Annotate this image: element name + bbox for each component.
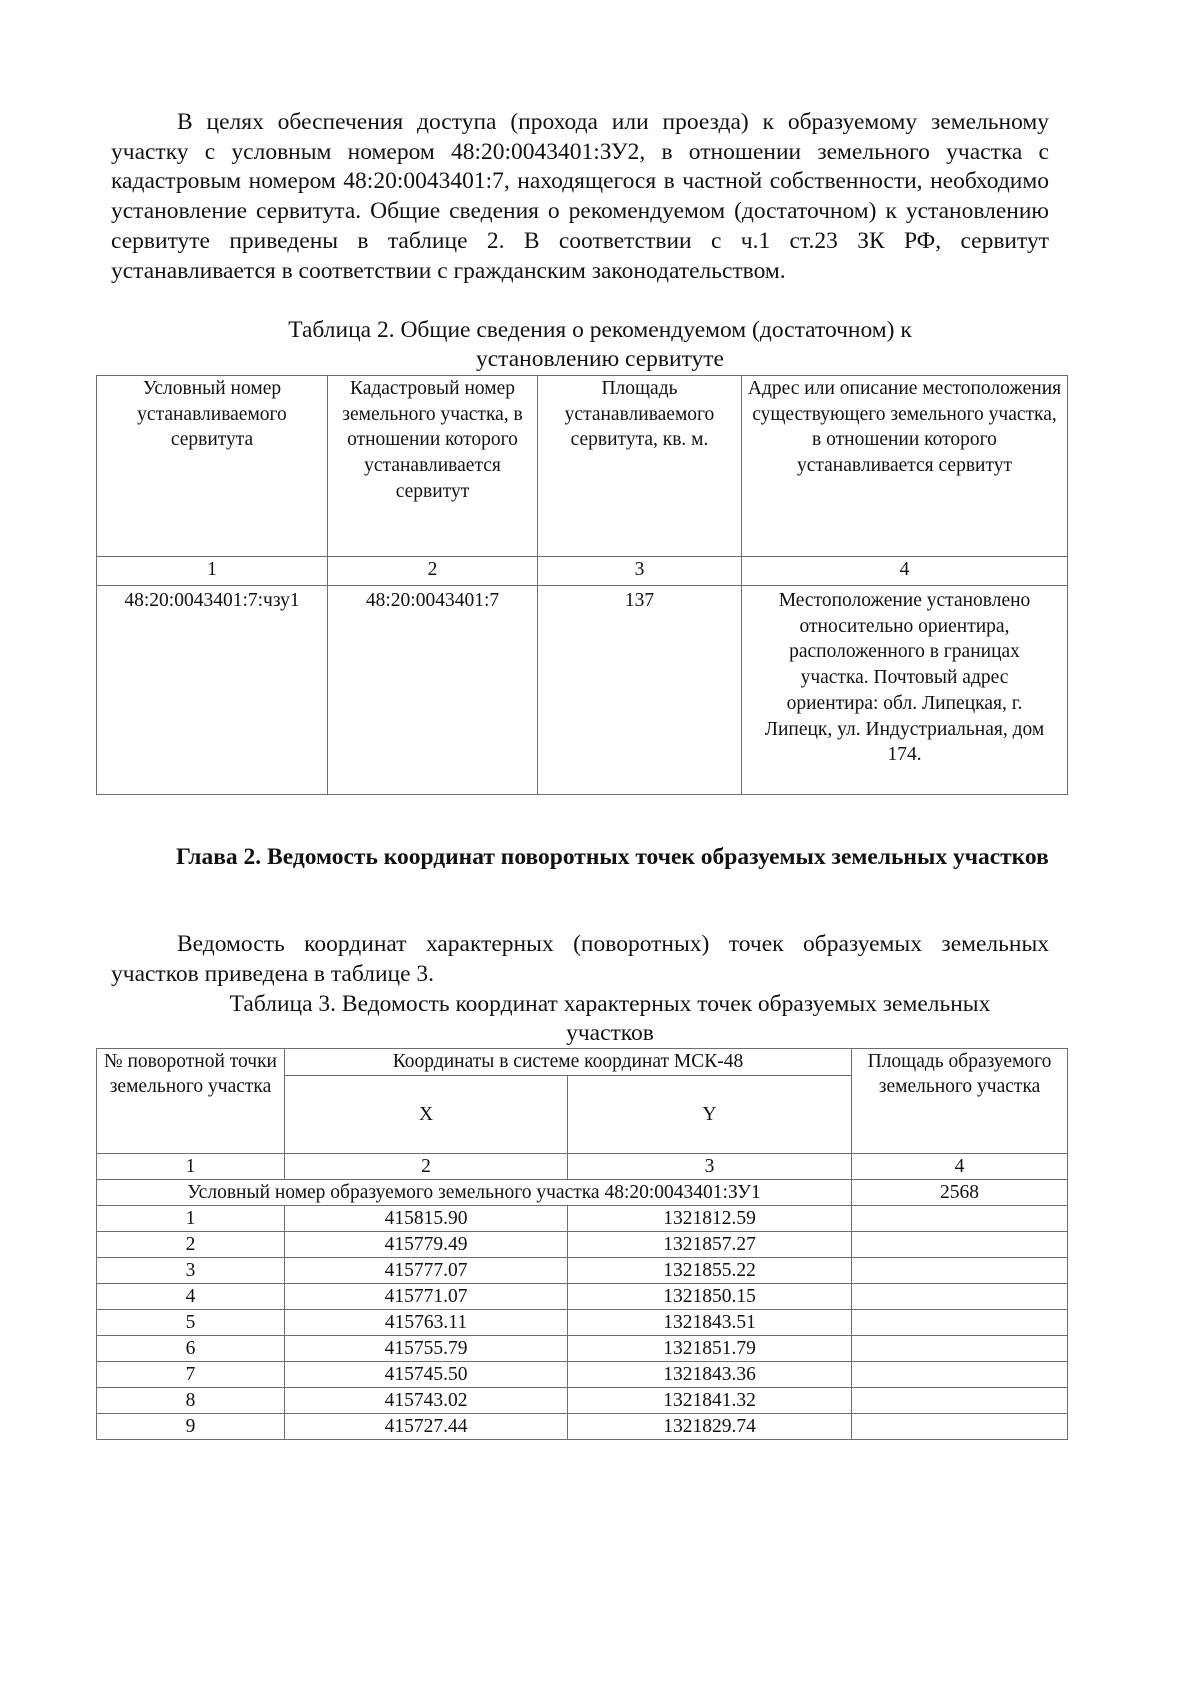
point-y: 1321812.59: [568, 1206, 852, 1232]
table-row: [97, 1336, 1068, 1362]
table-row: [97, 586, 1068, 795]
parcel-area: 2568: [852, 1180, 1068, 1206]
point-y: 1321857.27: [568, 1232, 852, 1258]
point-x: 415763.11: [285, 1310, 568, 1336]
table3-header-point: № поворотной точки земельного участка: [97, 1049, 285, 1154]
table3-colnum-2: 2: [285, 1154, 568, 1180]
servitude-table: [96, 375, 1068, 795]
area-cell: 137: [538, 586, 742, 795]
parcel-label: Условный номер образуемого земельного участка 48:20:0043401:ЗУ1: [97, 1180, 852, 1206]
table3-header-row-1: [97, 1049, 1068, 1076]
point-number: 4: [97, 1284, 285, 1310]
point-number: 5: [97, 1310, 285, 1336]
intro-paragraph: В целях обеспечения доступа (прохода или проезда) к образуемому земельному участку с условным номером 48:20:0043401:ЗУ2, в отношении земельного участка с кадастровым номером 48:20:0043401:7, находящегося в частной собственности, необходимо установление сервитута. Общие сведения о рекомендуемом (достаточном) к установлению сервитуте приведены в таблице 2. В соответствии с ч.1 ст.23 ЗК РФ, сервитут устанавливается в соответствии с гражданским законодательством.: [111, 109, 1049, 284]
point-x: 415727.44: [285, 1414, 568, 1440]
point-number: 7: [97, 1362, 285, 1388]
table-row: [97, 1232, 1068, 1258]
table3-colnum-4: 4: [852, 1154, 1068, 1180]
point-y: 1321850.15: [568, 1284, 852, 1310]
table2-header-row: [97, 376, 1068, 557]
table2-header-cadastral-number: Кадастровый номер земельного участка, в отношении которого устанавливается сервитут: [328, 376, 538, 557]
table2-colnum-1: 1: [97, 557, 328, 586]
table2-header-address: Адрес или описание местоположения существующего земельного участка, в отношении которого устанавливается сервитут: [742, 376, 1068, 557]
table3-colnum-1: 1: [97, 1154, 285, 1180]
point-number: 8: [97, 1388, 285, 1414]
table3-header-area: Площадь образуемого земельного участка: [852, 1049, 1068, 1154]
point-y: 1321843.51: [568, 1310, 852, 1336]
coordinates-table: [96, 1048, 1068, 1440]
point-x: 415771.07: [285, 1284, 568, 1310]
table-row: [97, 1206, 1068, 1232]
point-area: [852, 1362, 1068, 1388]
table2-column-numbers-row: [97, 557, 1068, 586]
point-area: [852, 1232, 1068, 1258]
table-row: [97, 1310, 1068, 1336]
point-x: 415777.07: [285, 1258, 568, 1284]
cadastral-number-cell: 48:20:0043401:7: [328, 586, 538, 795]
table3-header-coords: Координаты в системе координат МСК-48: [285, 1049, 852, 1076]
point-area: [852, 1258, 1068, 1284]
chapter-2-heading: Глава 2. Ведомость координат поворотных точек образуемых земельных участков: [176, 844, 1049, 870]
point-y: 1321841.32: [568, 1388, 852, 1414]
point-number: 6: [97, 1336, 285, 1362]
table3-header-y: Y: [568, 1076, 852, 1154]
point-number: 2: [97, 1232, 285, 1258]
table2-caption: Таблица 2. Общие сведения о рекомендуемом (достаточном) к установлению сервитуте: [288, 317, 912, 372]
table-row: [97, 1414, 1068, 1440]
chapter-2-paragraph: Ведомость координат характерных (поворотных) точек образуемых земельных участков приведена в таблице 3.: [111, 931, 1049, 987]
point-x: 415815.90: [285, 1206, 568, 1232]
point-y: 1321829.74: [568, 1414, 852, 1440]
parcel-row: [97, 1180, 1068, 1206]
table2-header-area: Площадь устанавливаемого сервитута, кв. м.: [538, 376, 742, 557]
point-x: 415745.50: [285, 1362, 568, 1388]
table3-colnum-3: 3: [568, 1154, 852, 1180]
table3-header-x: X: [285, 1076, 568, 1154]
point-area: [852, 1310, 1068, 1336]
table3-column-numbers-row: [97, 1154, 1068, 1180]
point-x: 415743.02: [285, 1388, 568, 1414]
table-row: [97, 1258, 1068, 1284]
point-area: [852, 1414, 1068, 1440]
point-x: 415779.49: [285, 1232, 568, 1258]
table2-header-servitude-number: Условный номер устанавливаемого сервитута: [97, 376, 328, 557]
point-area: [852, 1388, 1068, 1414]
point-y: 1321843.36: [568, 1362, 852, 1388]
point-x: 415755.79: [285, 1336, 568, 1362]
table3-caption: Таблица 3. Ведомость координат характерных точек образуемых земельных участков: [229, 991, 991, 1046]
point-number: 9: [97, 1414, 285, 1440]
point-area: [852, 1336, 1068, 1362]
table2-colnum-3: 3: [538, 557, 742, 586]
point-area: [852, 1206, 1068, 1232]
point-y: 1321855.22: [568, 1258, 852, 1284]
table-row: [97, 1388, 1068, 1414]
point-area: [852, 1284, 1068, 1310]
table-row: [97, 1284, 1068, 1310]
point-number: 3: [97, 1258, 285, 1284]
address-cell: Местоположение установлено относительно ориентира, расположенного в границах участка. Почтовый адрес ориентира: обл. Липецкая, г. Липецк, ул. Индустриальная, дом 174.: [742, 586, 1068, 795]
point-number: 1: [97, 1206, 285, 1232]
table2-colnum-4: 4: [742, 557, 1068, 586]
table-row: [97, 1362, 1068, 1388]
point-y: 1321851.79: [568, 1336, 852, 1362]
table2-colnum-2: 2: [328, 557, 538, 586]
servitude-number-cell: 48:20:0043401:7:чзу1: [97, 586, 328, 795]
